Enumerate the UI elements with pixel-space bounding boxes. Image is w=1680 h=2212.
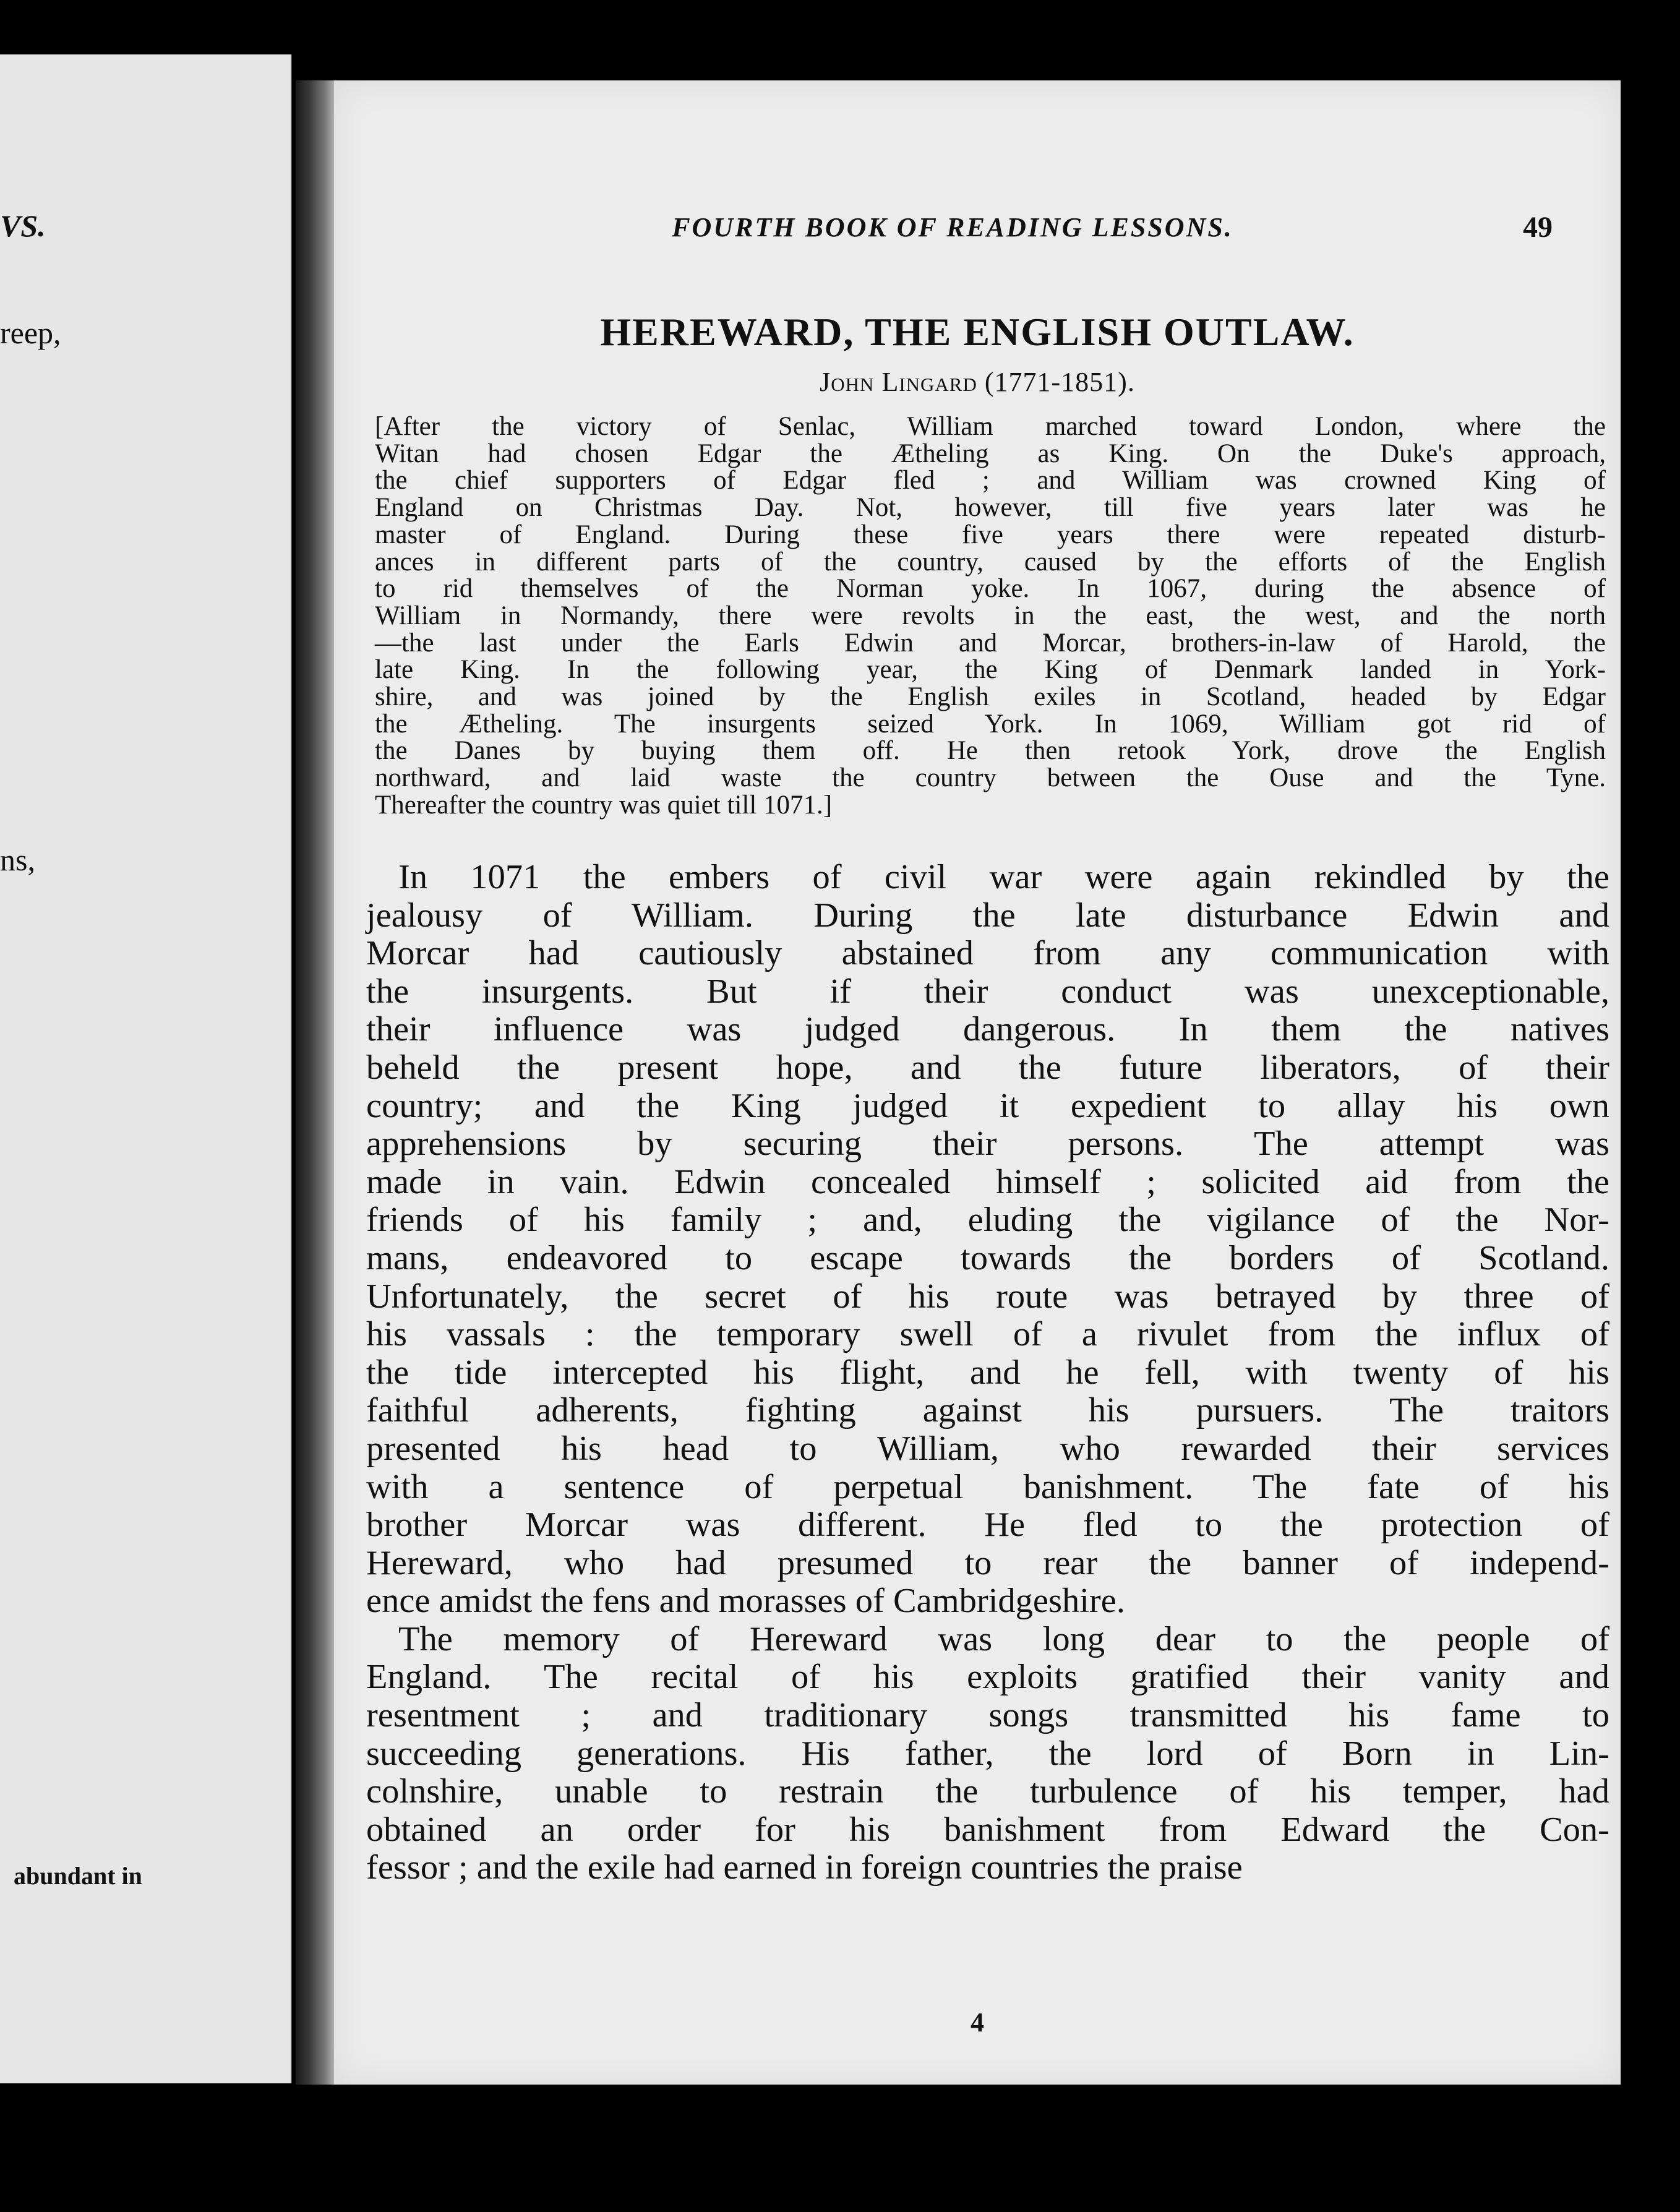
- intro-line: shire, and was joined by the English exiles in Scotland, headed by Edgar: [375, 682, 1606, 712]
- body-line: friends of his family ; and, eluding the vigilance of the Nor-: [366, 1201, 1609, 1240]
- intro-line: Thereafter the country was quiet till 1071.]: [375, 790, 833, 820]
- intro-line: to rid themselves of the Norman yoke. In 1067, during the absence of: [375, 574, 1606, 604]
- intro-line: William in Normandy, there were revolts in the east, the west, and the north: [375, 601, 1606, 630]
- body-line: their influence was judged dangerous. In them the natives: [366, 1010, 1609, 1049]
- intro-line: the chief supporters of Edgar fled ; and William was crowned King of: [375, 466, 1606, 495]
- body-line: colnshire, unable to restrain the turbulence of his temper, had: [366, 1772, 1609, 1811]
- intro-line: the Danes by buying them off. He then retook York, drove the English: [375, 736, 1606, 766]
- body-line: presented his head to William, who rewarded their services: [366, 1429, 1609, 1468]
- body-line: Morcar had cautiously abstained from any communication with: [366, 934, 1609, 973]
- body-line: faithful adherents, fighting against his pursuers. The traitors: [366, 1391, 1609, 1430]
- body-line: the tide intercepted his flight, and he fell, with twenty of his: [366, 1353, 1609, 1392]
- body-line: beheld the present hope, and the future liberators, of their: [366, 1048, 1609, 1087]
- left-page-text: ns,: [0, 842, 35, 877]
- body-line: In 1071 the embers of civil war were again rekindled by the: [398, 858, 1609, 896]
- page-number: 49: [1523, 211, 1553, 244]
- body-line: The memory of Hereward was long dear to the people of: [398, 1619, 1609, 1658]
- intro-line: ances in different parts of the country, caused by the efforts of the English: [375, 547, 1606, 577]
- body-line: brother Morcar was different. He fled to the protection of: [366, 1506, 1609, 1545]
- intro-line: —the last under the Earls Edwin and Morcar, brothers-in-law of Harold, the: [375, 628, 1606, 658]
- body-line: succeeding generations. His father, the lord of Born in Lin-: [366, 1734, 1609, 1773]
- body-line: obtained an order for his banishment from Edward the Con-: [366, 1810, 1609, 1849]
- intro-line: [After the victory of Senlac, William marched toward London, where the: [375, 412, 1606, 441]
- body-line: apprehensions by securing their persons. The attempt was: [366, 1125, 1609, 1164]
- body-line: ence amidst the fens and morasses of Cambridgeshire.: [366, 1582, 1125, 1621]
- intro-line: Witan had chosen Edgar the Ætheling as King. On the Duke's approach,: [375, 439, 1606, 468]
- signature-mark: 4: [971, 2007, 984, 2038]
- body-line: with a sentence of perpetual banishment. The fate of his: [366, 1467, 1609, 1506]
- body-line: mans, endeavored to escape towards the borders of Scotland.: [366, 1238, 1609, 1277]
- body-line: resentment ; and traditionary songs transmitted his fame to: [366, 1696, 1609, 1735]
- running-head: [575, 212, 1577, 261]
- body-line: country; and the King judged it expedient to allay his own: [366, 1086, 1609, 1125]
- intro-line: master of England. During these five years there were repeated disturb-: [375, 520, 1606, 549]
- intro-paragraph: [375, 413, 1606, 819]
- left-page-text: abundant in: [14, 1862, 142, 1890]
- left-page-text: VS.: [0, 208, 46, 243]
- body-line: jealousy of William. During the late disturbance Edwin and: [366, 896, 1609, 935]
- left-page-text: reep,: [0, 315, 61, 350]
- body-line: Hereward, who had presumed to rear the banner of independ-: [366, 1543, 1609, 1582]
- body-line: made in vain. Edwin concealed himself ; solicited aid from the: [366, 1162, 1609, 1201]
- intro-line: the Ætheling. The insurgents seized York. In 1069, William got rid of: [375, 709, 1606, 739]
- intro-line: late King. In the following year, the King of Denmark landed in York-: [375, 655, 1606, 685]
- body-line: the insurgents. But if their conduct was unexceptionable,: [366, 972, 1609, 1011]
- body-line: England. The recital of his exploits gratified their vanity and: [366, 1658, 1609, 1697]
- running-title: FOURTH BOOK OF READING LESSONS.: [672, 212, 1233, 242]
- body-line: fessor ; and the exile had earned in foreign countries the praise: [366, 1848, 1243, 1887]
- body-line: his vassals : the temporary swell of a rivulet from the influx of: [366, 1315, 1609, 1354]
- article-title: HEREWARD, THE ENGLISH OUTLAW.: [600, 310, 1355, 354]
- intro-line: England on Christmas Day. Not, however, till five years later was he: [375, 493, 1606, 523]
- left-page-fragment: [0, 54, 292, 2083]
- article-author: John Lingard (1771-1851).: [820, 367, 1135, 397]
- intro-line: northward, and laid waste the country between the Ouse and the Tyne.: [375, 763, 1606, 793]
- book-gutter: [296, 80, 335, 2085]
- book-page: [334, 80, 1621, 2085]
- body-line: Unfortunately, the secret of his route was betrayed by three of: [366, 1277, 1609, 1316]
- body-text: [366, 859, 1609, 1887]
